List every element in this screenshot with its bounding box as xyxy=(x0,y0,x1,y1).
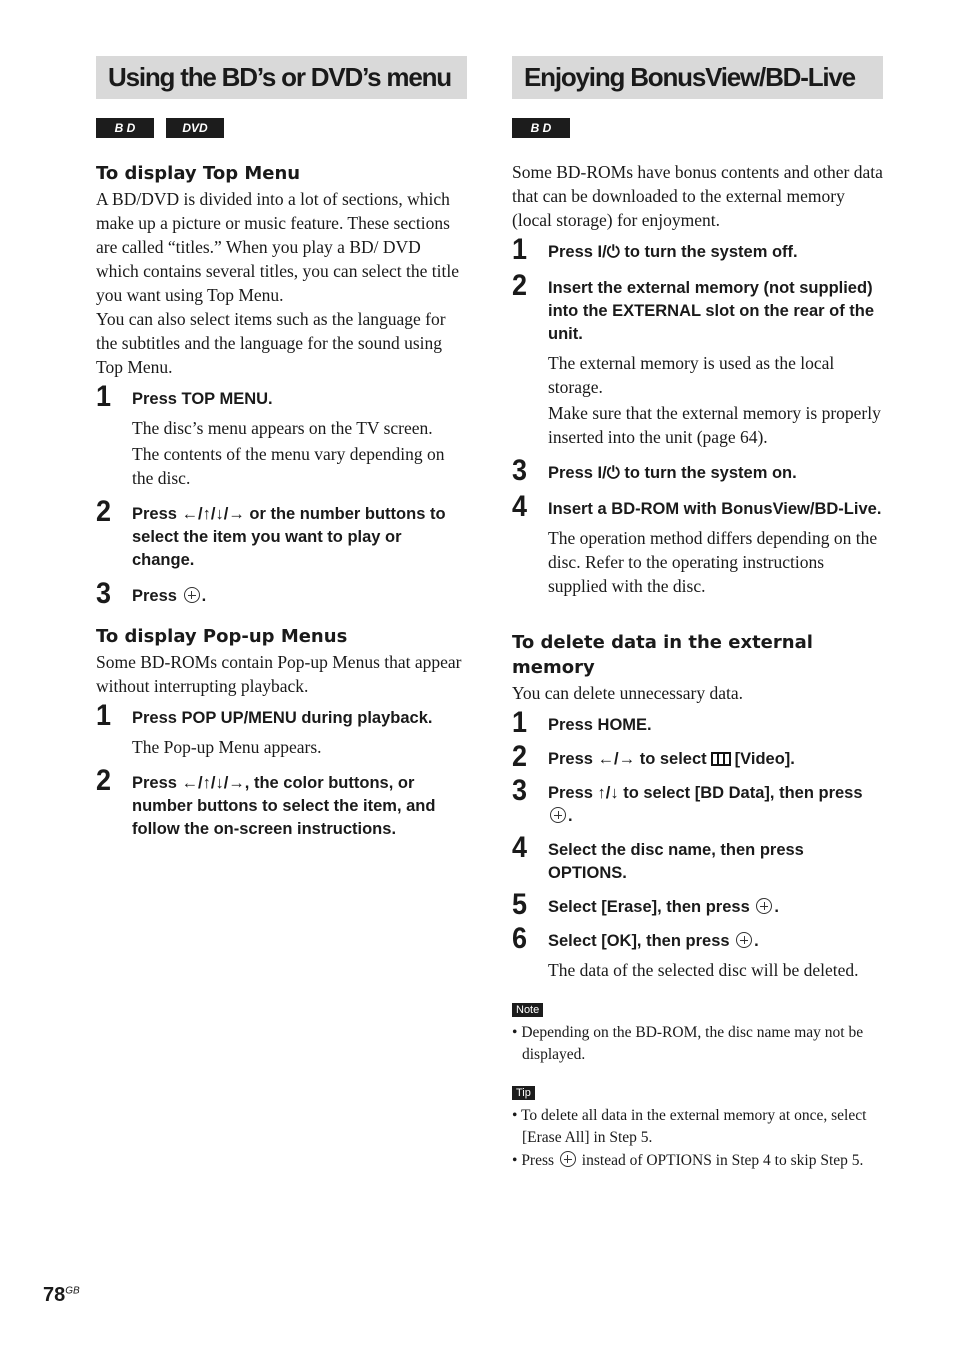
step-text-tail: . xyxy=(568,807,573,825)
enter-button-icon xyxy=(736,932,752,948)
note-block xyxy=(512,1000,883,1065)
top-menu-intro-1: A BD/DVD is divided into a lot of sections, which make up a picture or music feature. These sections are called “titles.” When you play a BD/ DVD which contains several titles, you can select the title you want using Top Menu. xyxy=(96,189,460,305)
delete-step-5 xyxy=(512,888,883,921)
step-desc: The Pop-up Menu appears. xyxy=(132,737,322,757)
step-text: Press ←/→ to select xyxy=(548,750,707,768)
disc-type-badges xyxy=(96,118,467,138)
dvd-badge: DVD xyxy=(166,118,224,138)
step-heading: Insert a BD-ROM with BonusView/BD-Live. xyxy=(548,500,882,518)
enter-button-icon xyxy=(756,898,772,914)
step-text-tail: [Video]. xyxy=(734,750,795,768)
popup-step-2 xyxy=(96,764,467,841)
step-desc: The disc’s menu appears on the TV screen. xyxy=(132,418,433,438)
disc-type-badges xyxy=(512,118,883,138)
delete-step-2 xyxy=(512,740,883,773)
step-number: 2 xyxy=(512,269,528,302)
tip-item: • To delete all data in the external memory at once, select [Erase All] in Step 5. xyxy=(512,1107,867,1146)
top-menu-intro-2: You can also select items such as the language for the subtitles and the language for the sound using Top Menu. xyxy=(96,309,446,377)
tip-item: • Press instead of OPTIONS in Step 4 to skip Step 5. xyxy=(512,1152,864,1169)
step-text-tail: . xyxy=(754,932,759,950)
page-number-value: 78 xyxy=(43,1284,66,1306)
step-number: 1 xyxy=(96,380,112,413)
page-number xyxy=(43,1284,80,1307)
enter-button-icon xyxy=(184,587,200,603)
step-heading: Press POP UP/MENU during playback. xyxy=(132,709,433,727)
step-number: 3 xyxy=(96,577,112,610)
step-heading xyxy=(548,748,883,771)
popup-step-1 xyxy=(96,699,467,759)
bonusview-step-3 xyxy=(512,454,883,487)
step-text: Select [OK], then press xyxy=(548,932,730,950)
step-number: 2 xyxy=(512,740,528,773)
right-column xyxy=(512,56,883,1174)
tip-block xyxy=(512,1083,883,1172)
step-number: 4 xyxy=(512,490,528,523)
delete-step-4 xyxy=(512,831,883,885)
heading-delete-data: To delete data in the external memory xyxy=(512,632,813,678)
step-heading xyxy=(548,896,883,919)
delete-step-3 xyxy=(512,774,883,828)
step-number: 4 xyxy=(512,831,528,864)
step-number: 2 xyxy=(96,764,112,797)
step-heading: Insert the external memory (not supplied) into the EXTERNAL slot on the rear of the unit. xyxy=(548,279,875,343)
step-heading: Press I/⏻ to turn the system off. xyxy=(548,243,798,261)
popup-intro: Some BD-ROMs contain Pop-up Menus that appear without interrupting playback. xyxy=(96,652,462,696)
step-desc: The contents of the menu vary depending on the disc. xyxy=(132,444,445,488)
step-number: 3 xyxy=(512,774,528,807)
heading-popup-menus: To display Pop-up Menus xyxy=(96,626,348,647)
step-heading: Press I/⏻ to turn the system on. xyxy=(548,464,797,482)
note-label: Note xyxy=(512,1003,543,1017)
step-desc: The operation method differs depending on the disc. Refer to the operating instructions supplied with the disc. xyxy=(548,528,878,596)
step-number: 6 xyxy=(512,922,528,955)
step-number: 1 xyxy=(512,233,528,266)
left-column xyxy=(96,56,467,841)
section-title-bonusview: Enjoying BonusView/BD-Live xyxy=(512,56,883,99)
bonusview-step-2 xyxy=(512,269,883,449)
step-desc: Make sure that the external memory is properly inserted into the unit (page 64). xyxy=(548,403,881,447)
step-text-tail: . xyxy=(774,898,779,916)
step-heading xyxy=(548,782,883,828)
note-item: • Depending on the BD-ROM, the disc name may not be displayed. xyxy=(512,1024,864,1063)
tip-text: To delete all data in the external memory at once, select [Erase All] in Step 5. xyxy=(521,1107,867,1146)
bd-badge: B D xyxy=(96,118,154,138)
heading-top-menu: To display Top Menu xyxy=(96,163,301,184)
step-desc: The data of the selected disc will be deleted. xyxy=(548,960,859,980)
bd-badge: B D xyxy=(512,118,570,138)
delete-intro: You can delete unnecessary data. xyxy=(512,683,743,703)
step-heading: Select the disc name, then press OPTIONS. xyxy=(548,841,804,882)
page-suffix: GB xyxy=(65,1285,80,1297)
step-number: 1 xyxy=(512,706,528,739)
step-text-tail: . xyxy=(201,587,207,605)
step-text: Press xyxy=(132,587,177,605)
step-text: Select [Erase], then press xyxy=(548,898,750,916)
top-menu-step-3 xyxy=(96,577,467,610)
bonusview-step-4 xyxy=(512,490,883,598)
step-heading: Press HOME. xyxy=(548,716,652,734)
step-heading: Press ←/↑/↓/→ or the number buttons to select the item you want to play or change. xyxy=(132,505,446,569)
step-number: 2 xyxy=(96,495,112,528)
bonusview-step-1 xyxy=(512,233,883,266)
step-number: 1 xyxy=(96,699,112,732)
step-text: Press ↑/↓ to select [BD Data], then press xyxy=(548,784,863,802)
step-heading: Press TOP MENU. xyxy=(132,390,273,408)
tip-text: instead of OPTIONS in Step 4 to skip Step 5. xyxy=(581,1152,864,1169)
step-number: 5 xyxy=(512,888,528,921)
delete-step-6 xyxy=(512,922,883,982)
tip-text: Press xyxy=(521,1152,555,1169)
bonusview-intro: Some BD-ROMs have bonus contents and other data that can be downloaded to the external memory (local storage) for enjoyment. xyxy=(512,162,883,230)
video-film-icon xyxy=(711,752,731,766)
step-heading xyxy=(548,930,883,953)
enter-button-icon xyxy=(560,1151,576,1167)
section-title-bd-dvd-menu: Using the BD’s or DVD’s menu xyxy=(96,56,467,99)
step-number: 3 xyxy=(512,454,528,487)
step-desc: The external memory is used as the local storage. xyxy=(548,353,835,397)
top-menu-step-1 xyxy=(96,380,467,490)
note-text: Depending on the BD-ROM, the disc name may not be displayed. xyxy=(521,1024,864,1063)
step-heading xyxy=(132,585,467,608)
enter-button-icon xyxy=(550,807,566,823)
step-heading: Press ←/↑/↓/→, the color buttons, or number buttons to select the item, and follow the on-screen instructions. xyxy=(132,774,436,838)
tip-label: Tip xyxy=(512,1086,535,1100)
top-menu-step-2 xyxy=(96,495,467,572)
delete-step-1 xyxy=(512,706,883,739)
